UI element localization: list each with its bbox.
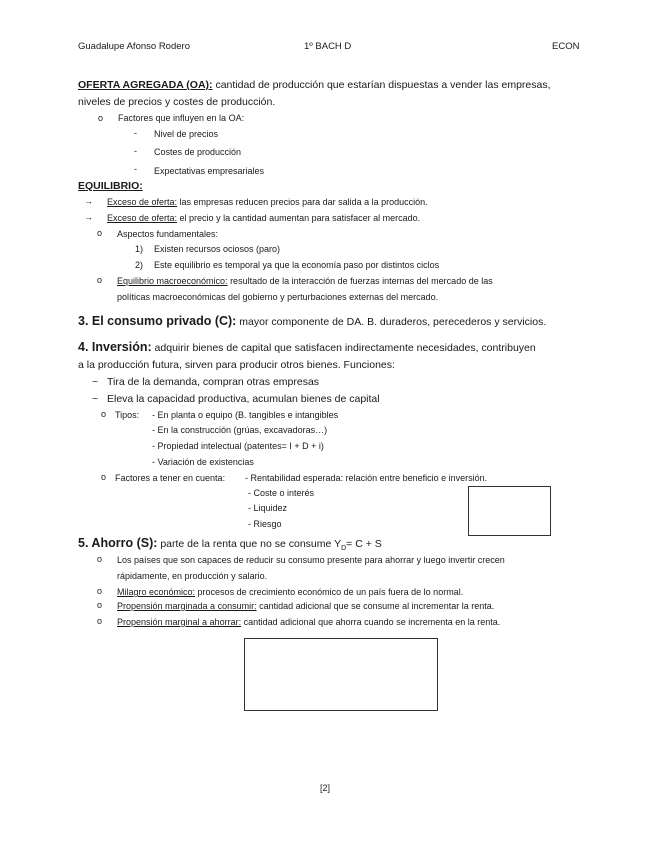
tilde-bullet-icon: ~ bbox=[92, 376, 99, 388]
ahorro-text-pre: parte de la renta que no se consume Y bbox=[157, 538, 342, 550]
oa-factor-item: Expectativas empresariales bbox=[154, 166, 265, 176]
eq-aspects-title: Aspectos fundamentales: bbox=[117, 229, 219, 239]
ahorro-b3-text: cantidad adicional que se consume al incrementar la renta. bbox=[256, 601, 495, 611]
bullet-circle-icon: o bbox=[97, 616, 103, 626]
bullet-circle-icon: o bbox=[97, 600, 103, 610]
inversion-factor-item: - Riesgo bbox=[248, 519, 282, 529]
header-subject: ECON bbox=[552, 41, 580, 52]
dash-icon: - bbox=[134, 146, 137, 156]
ahorro-text-post: = C + S bbox=[346, 538, 382, 550]
bullet-circle-icon: o bbox=[97, 586, 103, 596]
oa-def-line1: cantidad de producción que estarían dispuestas a vender las empresas, bbox=[212, 79, 551, 91]
inversion-type-item: - En planta o equipo (B. tangibles e intangibles bbox=[152, 410, 339, 420]
eq-macro-text1: resultado de la interacción de fuerzas internas del mercado de las bbox=[227, 276, 493, 286]
inversion-function-item: Tira de la demanda, compran otras empresas bbox=[107, 376, 320, 388]
bullet-circle-icon: o bbox=[101, 472, 107, 482]
ahorro-b2-term: Milagro económico: bbox=[117, 587, 196, 597]
numbered-item-2: 2) bbox=[135, 260, 144, 270]
ahorro-b2-text: procesos de crecimiento económico de un país fuera de lo normal. bbox=[195, 587, 464, 597]
consumo-title: 3. El consumo privado (C): bbox=[78, 314, 237, 328]
eq-aspect-item: Este equilibrio es temporal ya que la economía paso por distintos ciclos bbox=[154, 260, 440, 270]
inversion-title: 4. Inversión: bbox=[78, 340, 152, 354]
empty-box-small bbox=[468, 486, 551, 536]
inversion-type-item: - Propiedad intelectual (patentes= I + D + i) bbox=[152, 441, 324, 451]
oa-def-line2: niveles de precios y costes de producción. bbox=[78, 96, 276, 108]
ahorro-b1-line1: Los países que son capaces de reducir su consumo presente para ahorrar y luego invertir crecen bbox=[117, 555, 505, 565]
eq-arrow2-term: Exceso de oferta: bbox=[107, 213, 178, 223]
empty-box-large bbox=[244, 638, 438, 711]
numbered-item-1: 1) bbox=[135, 244, 144, 254]
ahorro-subscript: D bbox=[341, 545, 347, 553]
ahorro-b1-line2: rápidamente, en producción y salario. bbox=[117, 571, 268, 581]
inversion-function-item: Eleva la capacidad productiva, acumulan bienes de capital bbox=[107, 393, 380, 405]
tilde-bullet-icon: ~ bbox=[92, 393, 99, 405]
bullet-circle-icon: o bbox=[101, 409, 107, 419]
consumo-line bbox=[78, 314, 546, 328]
inversion-line1 bbox=[78, 340, 536, 354]
eq-macro-term: Equilibrio macroeconómico: bbox=[117, 276, 228, 286]
dash-icon: - bbox=[134, 128, 137, 138]
bullet-circle-icon: o bbox=[97, 228, 103, 238]
inversion-factors-label: Factores a tener en cuenta: bbox=[115, 473, 226, 483]
oa-term: OFERTA AGREGADA (OA): bbox=[78, 79, 213, 91]
eq-aspect-item: Existen recursos ociosos (paro) bbox=[154, 244, 281, 254]
eq-arrow1-text: las empresas reducen precios para dar salida a la producción. bbox=[177, 197, 428, 207]
eq-title bbox=[78, 180, 143, 192]
inversion-types-label: Tipos: bbox=[115, 410, 140, 420]
bullet-circle-icon: o bbox=[98, 113, 104, 123]
arrow-right-icon: → bbox=[84, 212, 93, 222]
inversion-text1: adquirir bienes de capital que satisfacen indirectamente necesidades, contribuyen bbox=[151, 342, 536, 354]
eq-title-text: EQUILIBRIO: bbox=[78, 180, 143, 192]
inversion-factor-item: - Liquidez bbox=[248, 503, 288, 513]
inversion-factor-item: - Rentabilidad esperada: relación entre beneficio e inversión. bbox=[245, 473, 488, 483]
eq-macro-line2: políticas macroeconómicas del gobierno y perturbaciones externas del mercado. bbox=[117, 292, 439, 302]
eq-arrow-item-2 bbox=[107, 213, 420, 223]
oa-factors-title: Factores que influyen en la OA: bbox=[118, 113, 245, 123]
page-number: [2] bbox=[320, 783, 331, 793]
inversion-type-item: - Variación de existencias bbox=[152, 457, 254, 467]
bullet-circle-icon: o bbox=[97, 275, 103, 285]
ahorro-title: 5. Ahorro (S): bbox=[78, 536, 158, 550]
inversion-type-item: - En la construcción (grúas, excavadoras…) bbox=[152, 425, 328, 435]
header-author: Guadalupe Afonso Rodero bbox=[78, 41, 190, 52]
eq-arrow-item-1 bbox=[107, 197, 428, 207]
arrow-right-icon: → bbox=[84, 196, 93, 206]
eq-macro-line1 bbox=[117, 276, 578, 286]
inversion-text2: a la producción futura, sirven para producir otros bienes. Funciones: bbox=[78, 359, 395, 371]
ahorro-line bbox=[78, 536, 382, 552]
oa-definition bbox=[78, 79, 551, 91]
ahorro-b2 bbox=[117, 587, 463, 597]
oa-factor-item: Costes de producción bbox=[154, 147, 242, 157]
header-course: 1º BACH D bbox=[304, 41, 352, 52]
ahorro-b3-term: Propensión marginada a consumir: bbox=[117, 601, 257, 611]
consumo-text: mayor componente de DA. B. duraderos, perecederos y servicios. bbox=[236, 316, 547, 328]
ahorro-b4-text: cantidad adicional que ahorra cuando se incrementa en la renta. bbox=[241, 617, 501, 627]
oa-factor-item: Nivel de precios bbox=[154, 129, 219, 139]
ahorro-b4-term: Propensión marginal a ahorrar: bbox=[117, 617, 242, 627]
dash-icon: - bbox=[134, 164, 137, 174]
inversion-factor-item: - Coste o interés bbox=[248, 488, 315, 498]
ahorro-b3 bbox=[117, 601, 494, 611]
ahorro-b4 bbox=[117, 617, 500, 627]
bullet-circle-icon: o bbox=[97, 554, 103, 564]
eq-arrow1-term: Exceso de oferta: bbox=[107, 197, 178, 207]
eq-arrow2-text: el precio y la cantidad aumentan para satisfacer al mercado. bbox=[177, 213, 421, 223]
